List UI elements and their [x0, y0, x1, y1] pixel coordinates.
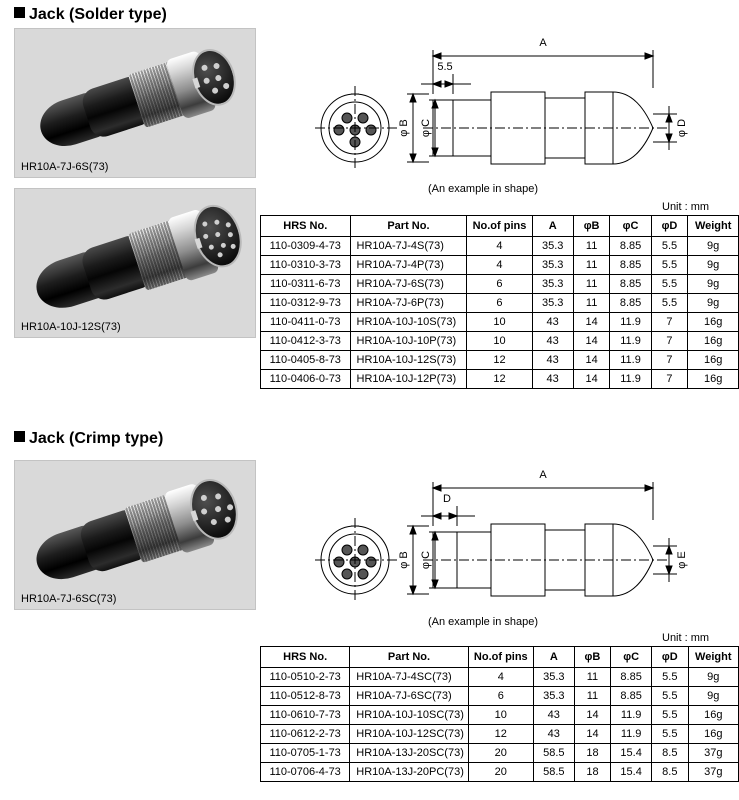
cell-hrs-no: 110-0510-2-73 — [261, 668, 350, 687]
cell-a: 35.3 — [532, 275, 573, 294]
dim-label-phi-C: φ C — [420, 118, 432, 138]
cell-phi-d: 5.5 — [652, 706, 688, 725]
cell-a: 43 — [532, 332, 573, 351]
dim-label-phi-D: φ D — [676, 118, 688, 138]
cell-no-of-pins: 12 — [468, 725, 533, 744]
cell-weight: 16g — [688, 332, 739, 351]
cell-part-no: HR10A-13J-20SC(73) — [350, 744, 468, 763]
section-heading-crimp-label: Jack (Crimp type) — [29, 430, 164, 447]
cell-no-of-pins: 10 — [467, 332, 532, 351]
spec-table-solder — [260, 215, 739, 389]
cell-weight: 9g — [688, 294, 739, 313]
cell-part-no: HR10A-7J-4SC(73) — [350, 668, 468, 687]
cell-a: 43 — [532, 313, 573, 332]
square-bullet-icon — [14, 431, 25, 442]
dim-label-phi-C: φ C — [420, 550, 432, 570]
cell-hrs-no: 110-0310-3-73 — [261, 256, 351, 275]
cell-no-of-pins: 10 — [467, 313, 532, 332]
cell-hrs-no: 110-0706-4-73 — [261, 763, 350, 782]
cell-weight: 9g — [688, 237, 739, 256]
cell-phi-b: 14 — [573, 351, 610, 370]
drawing-note-solder: (An example in shape) — [428, 183, 539, 195]
cell-a: 58.5 — [533, 744, 574, 763]
cell-a: 35.3 — [533, 668, 574, 687]
cell-hrs-no: 110-0405-8-73 — [261, 351, 351, 370]
unit-label-crimp: Unit : mm — [662, 632, 710, 644]
cell-part-no: HR10A-10J-10SC(73) — [350, 706, 468, 725]
cell-phi-b: 14 — [573, 332, 610, 351]
cell-no-of-pins: 4 — [467, 237, 532, 256]
table-row — [261, 313, 739, 332]
col-part-no: Part No. — [350, 647, 468, 668]
col-no-of-pins: No.of pins — [467, 216, 532, 237]
cell-phi-b: 11 — [573, 294, 610, 313]
cell-phi-c: 11.9 — [611, 706, 652, 725]
cell-phi-b: 11 — [573, 237, 610, 256]
col-phi-d: φD — [651, 216, 688, 237]
product-photo-solder-6s — [14, 28, 256, 178]
cell-phi-b: 14 — [573, 313, 610, 332]
cell-phi-c: 11.9 — [610, 313, 651, 332]
cell-phi-c: 11.9 — [611, 725, 652, 744]
drawing-note-crimp: (An example in shape) — [428, 616, 539, 628]
table-row — [261, 668, 739, 687]
table-header-row — [261, 216, 739, 237]
cell-phi-d: 7 — [651, 313, 688, 332]
col-phi-d: φD — [652, 647, 688, 668]
table-row — [261, 275, 739, 294]
cell-hrs-no: 110-0705-1-73 — [261, 744, 350, 763]
square-bullet-icon — [14, 7, 25, 18]
col-part-no: Part No. — [350, 216, 467, 237]
section-heading-solder-label: Jack (Solder type) — [29, 6, 167, 23]
cell-no-of-pins: 12 — [467, 351, 532, 370]
dim-label-A: A — [539, 37, 547, 49]
cell-no-of-pins: 10 — [468, 706, 533, 725]
col-phi-c: φC — [611, 647, 652, 668]
cell-phi-c: 8.85 — [610, 275, 651, 294]
cell-no-of-pins: 12 — [467, 370, 532, 389]
dim-label-phi-E: φ E — [676, 551, 688, 569]
cell-a: 43 — [533, 706, 574, 725]
product-photo-crimp-6sc — [14, 460, 256, 610]
cell-weight: 9g — [688, 275, 739, 294]
table-row — [261, 763, 739, 782]
table-header-row — [261, 647, 739, 668]
cell-phi-c: 8.85 — [610, 294, 651, 313]
table-row — [261, 237, 739, 256]
cell-phi-d: 5.5 — [652, 687, 688, 706]
cell-a: 35.3 — [533, 687, 574, 706]
col-phi-c: φC — [610, 216, 651, 237]
cell-phi-d: 8.5 — [652, 763, 688, 782]
dimension-drawing-svg — [295, 28, 725, 188]
cell-hrs-no: 110-0610-7-73 — [261, 706, 350, 725]
dimension-drawing-svg — [295, 460, 725, 620]
cell-part-no: HR10A-7J-6SC(73) — [350, 687, 468, 706]
cell-part-no: HR10A-10J-10S(73) — [350, 313, 467, 332]
cell-phi-d: 5.5 — [652, 668, 688, 687]
cell-phi-d: 7 — [651, 351, 688, 370]
cell-part-no: HR10A-7J-4S(73) — [350, 237, 467, 256]
cell-weight: 9g — [688, 668, 738, 687]
cell-phi-b: 11 — [573, 256, 610, 275]
cell-a: 35.3 — [532, 237, 573, 256]
col-a: A — [533, 647, 574, 668]
dim-label-phi-B: φ B — [398, 551, 410, 569]
cell-part-no: HR10A-10J-12P(73) — [350, 370, 467, 389]
cell-no-of-pins: 20 — [468, 744, 533, 763]
col-hrs-no: HRS No. — [261, 216, 351, 237]
cell-part-no: HR10A-13J-20PC(73) — [350, 763, 468, 782]
cell-phi-b: 18 — [574, 763, 610, 782]
table-row — [261, 744, 739, 763]
cell-phi-b: 14 — [574, 706, 610, 725]
cell-hrs-no: 110-0312-9-73 — [261, 294, 351, 313]
dim-label-D: D — [443, 493, 451, 505]
table-row — [261, 294, 739, 313]
cell-no-of-pins: 4 — [468, 668, 533, 687]
cell-hrs-no: 110-0309-4-73 — [261, 237, 351, 256]
cell-no-of-pins: 20 — [468, 763, 533, 782]
cell-phi-c: 8.85 — [611, 668, 652, 687]
cell-weight: 16g — [688, 725, 738, 744]
cell-phi-c: 8.85 — [610, 256, 651, 275]
col-a: A — [532, 216, 573, 237]
table-row — [261, 332, 739, 351]
cell-phi-d: 5.5 — [651, 256, 688, 275]
cell-phi-d: 7 — [651, 370, 688, 389]
cell-part-no: HR10A-10J-10P(73) — [350, 332, 467, 351]
cell-hrs-no: 110-0311-6-73 — [261, 275, 351, 294]
connector-illustration — [27, 468, 244, 601]
table-row — [261, 370, 739, 389]
dimension-drawing-crimp — [295, 460, 725, 620]
connector-illustration — [31, 39, 239, 166]
cell-phi-c: 15.4 — [611, 744, 652, 763]
cell-weight: 16g — [688, 706, 738, 725]
col-hrs-no: HRS No. — [261, 647, 350, 668]
cell-part-no: HR10A-7J-6S(73) — [350, 275, 467, 294]
product-photo-solder-12s — [14, 188, 256, 338]
dim-label-A: A — [539, 469, 547, 481]
cell-phi-b: 11 — [574, 687, 610, 706]
table-row — [261, 706, 739, 725]
cell-hrs-no: 110-0411-0-73 — [261, 313, 351, 332]
col-weight: Weight — [688, 216, 739, 237]
cell-no-of-pins: 4 — [467, 256, 532, 275]
cell-no-of-pins: 6 — [467, 275, 532, 294]
cell-weight: 16g — [688, 313, 739, 332]
cell-a: 35.3 — [532, 294, 573, 313]
section-heading-crimp — [14, 430, 163, 448]
cell-phi-b: 14 — [573, 370, 610, 389]
cell-phi-d: 7 — [651, 332, 688, 351]
cell-phi-c: 8.85 — [611, 687, 652, 706]
product-photo-caption: HR10A-10J-12S(73) — [21, 321, 121, 333]
cell-phi-d: 8.5 — [652, 744, 688, 763]
cell-phi-b: 18 — [574, 744, 610, 763]
unit-label-solder: Unit : mm — [662, 201, 710, 213]
cell-phi-c: 15.4 — [611, 763, 652, 782]
cell-part-no: HR10A-7J-4P(73) — [350, 256, 467, 275]
cell-weight: 9g — [688, 687, 738, 706]
cell-phi-d: 5.5 — [652, 725, 688, 744]
cell-no-of-pins: 6 — [467, 294, 532, 313]
cell-hrs-no: 110-0512-8-73 — [261, 687, 350, 706]
spec-table-crimp — [260, 646, 739, 782]
cell-weight: 16g — [688, 370, 739, 389]
cell-phi-b: 11 — [574, 668, 610, 687]
cell-a: 43 — [533, 725, 574, 744]
connector-illustration — [26, 195, 244, 330]
dim-label-phi-B: φ B — [398, 119, 410, 137]
cell-a: 35.3 — [532, 256, 573, 275]
dim-label-5-5: 5.5 — [437, 61, 453, 73]
cell-weight: 37g — [688, 763, 738, 782]
cell-no-of-pins: 6 — [468, 687, 533, 706]
cell-phi-c: 11.9 — [610, 370, 651, 389]
cell-phi-c: 11.9 — [610, 351, 651, 370]
cell-phi-d: 5.5 — [651, 275, 688, 294]
cell-weight: 9g — [688, 256, 739, 275]
cell-part-no: HR10A-10J-12S(73) — [350, 351, 467, 370]
table-row — [261, 256, 739, 275]
cell-phi-c: 8.85 — [610, 237, 651, 256]
dimension-drawing-solder — [295, 28, 725, 188]
col-no-of-pins: No.of pins — [468, 647, 533, 668]
cell-phi-d: 5.5 — [651, 294, 688, 313]
cell-weight: 37g — [688, 744, 738, 763]
col-phi-b: φB — [574, 647, 610, 668]
cell-weight: 16g — [688, 351, 739, 370]
product-photo-caption: HR10A-7J-6SC(73) — [21, 593, 117, 605]
cell-phi-c: 11.9 — [610, 332, 651, 351]
product-photo-caption: HR10A-7J-6S(73) — [21, 161, 109, 173]
cell-part-no: HR10A-7J-6P(73) — [350, 294, 467, 313]
cell-hrs-no: 110-0406-0-73 — [261, 370, 351, 389]
table-row — [261, 687, 739, 706]
table-row — [261, 351, 739, 370]
cell-phi-b: 11 — [573, 275, 610, 294]
cell-phi-d: 5.5 — [651, 237, 688, 256]
cell-phi-b: 14 — [574, 725, 610, 744]
cell-hrs-no: 110-0412-3-73 — [261, 332, 351, 351]
cell-a: 43 — [532, 370, 573, 389]
section-heading-solder — [14, 6, 167, 24]
table-row — [261, 725, 739, 744]
cell-a: 43 — [532, 351, 573, 370]
cell-hrs-no: 110-0612-2-73 — [261, 725, 350, 744]
cell-a: 58.5 — [533, 763, 574, 782]
cell-part-no: HR10A-10J-12SC(73) — [350, 725, 468, 744]
col-weight: Weight — [688, 647, 738, 668]
col-phi-b: φB — [573, 216, 610, 237]
